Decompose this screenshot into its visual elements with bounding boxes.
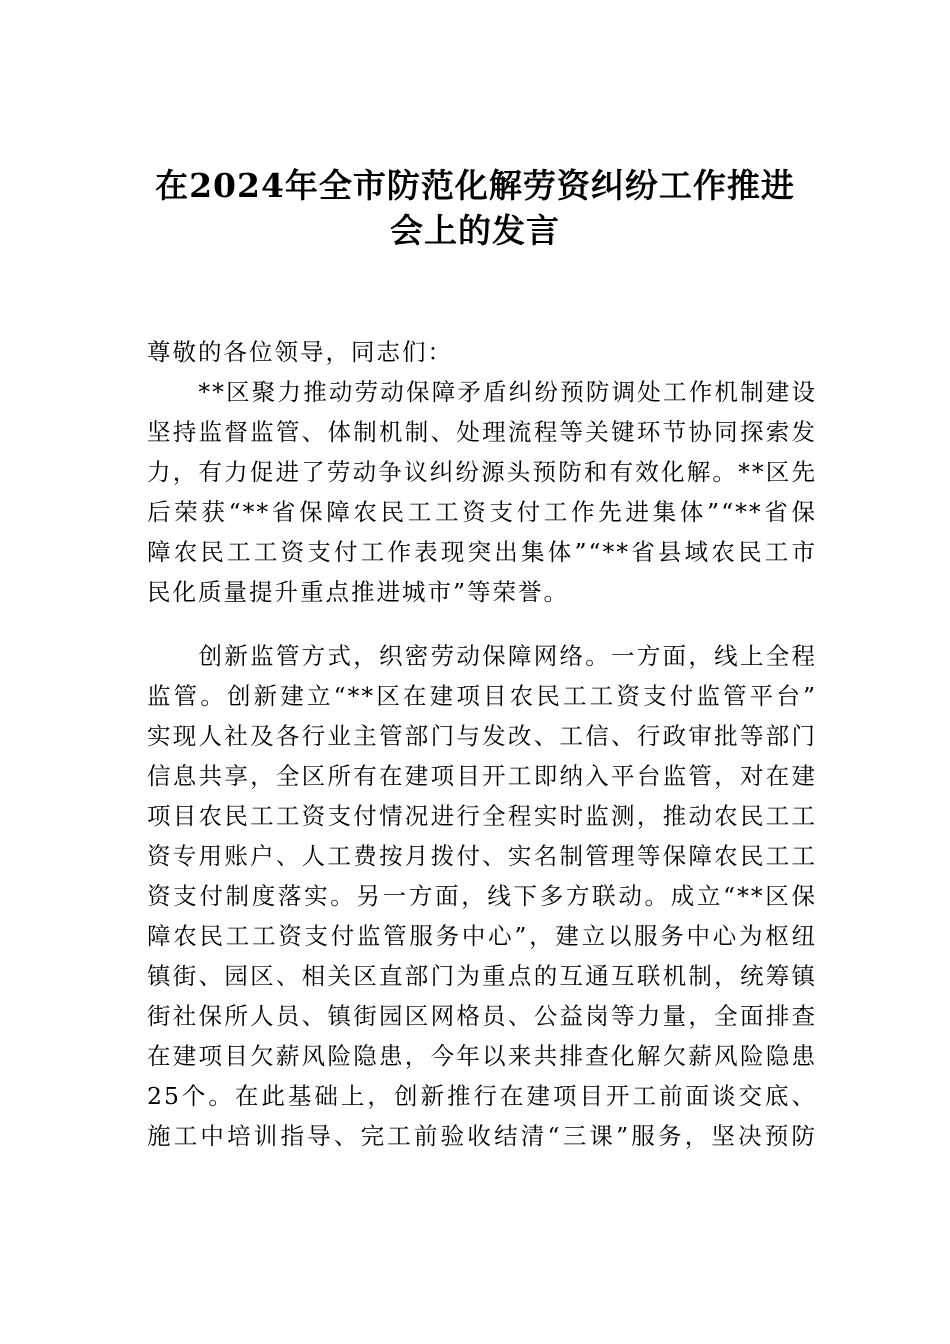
text-line: 在建项目欠薪风险隐患，今年以来共排查化解欠薪风险隐患 (147, 1042, 817, 1070)
text-line: 创新监管方式，织密劳动保障网络。一方面，线上全程 (147, 642, 817, 670)
text-line: 实现人社及各行业主管部门与发改、工信、行政审批等部门 (147, 722, 817, 750)
text-line: 力，有力促进了劳动争议纠纷源头预防和有效化解。**区先 (147, 458, 817, 486)
text-line: 民化质量提升重点推进城市”等荣誉。 (147, 578, 570, 606)
document-title-line-1: 在2024年全市防范化解劳资纠纷工作推进 (155, 166, 795, 205)
text-line: 街社保所人员、镇街园区网格员、公益岗等力量，全面排查 (147, 1002, 817, 1030)
text-line: 后荣获“**省保障农民工工资支付工作先进集体”“**省保 (147, 498, 817, 526)
text-line: 项目农民工工资支付情况进行全程实时监测，推动农民工工 (147, 802, 817, 830)
text-line: 资专用账户、人工费按月拨付、实名制管理等保障农民工工 (147, 842, 817, 870)
text-line: 障农民工工资支付监管服务中心”，建立以服务中心为枢纽 (147, 922, 817, 950)
text-line: 资支付制度落实。另一方面，线下多方联动。成立“**区保 (147, 882, 817, 910)
text-line: 监管。创新建立“**区在建项目农民工工资支付监管平台” (147, 682, 817, 710)
text-line: 坚持监督监管、体制机制、处理流程等关键环节协同探索发 (147, 418, 817, 446)
document-title-line-2: 会上的发言 (390, 211, 560, 250)
text-line: 25个。在此基础上，创新推行在建项目开工前面谈交底、 (147, 1082, 817, 1110)
text-line: 障农民工工资支付工作表现突出集体”“**省县域农民工市 (147, 538, 817, 566)
text-line: 信息共享，全区所有在建项目开工即纳入平台监管，对在建 (147, 762, 817, 790)
text-line: **区聚力推动劳动保障矛盾纠纷预防调处工作机制建设 (147, 378, 817, 406)
text-line: 施工中培训指导、完工前验收结清“三课”服务，坚决预防 (147, 1122, 817, 1150)
text-line: 镇街、园区、相关区直部门为重点的互通互联机制，统筹镇 (147, 962, 817, 990)
salutation: 尊敬的各位领导，同志们： (147, 338, 453, 366)
